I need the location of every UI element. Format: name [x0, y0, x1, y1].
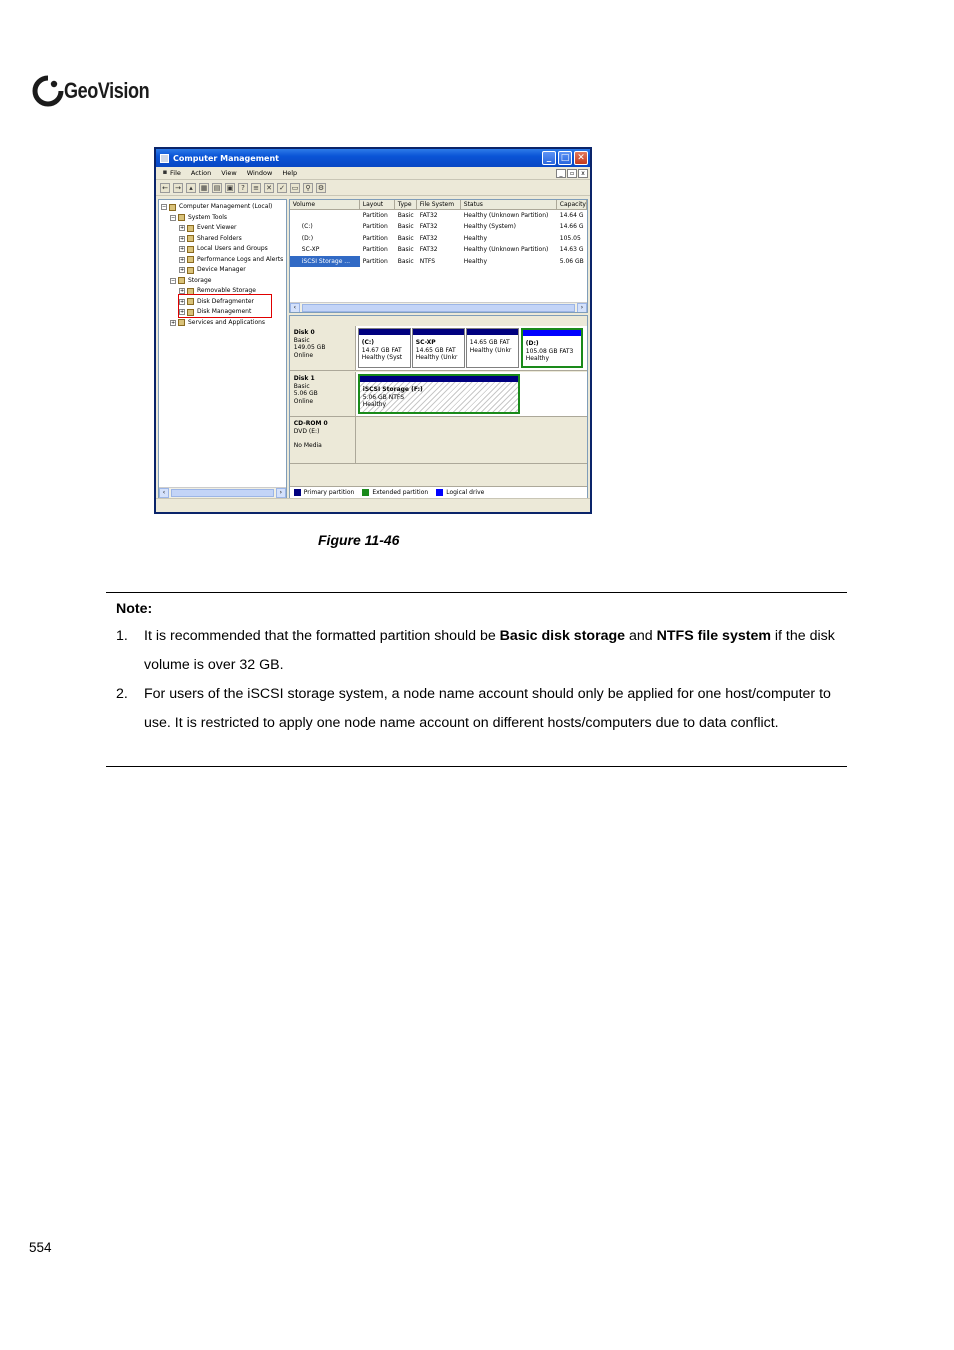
table-cell: Healthy (Unknown Partition): [463, 212, 549, 219]
table-cell: 14.64 G: [559, 212, 584, 219]
partition-color-bar: [359, 329, 410, 335]
table-cell: FAT32: [419, 212, 438, 219]
disk-name: Disk 0: [293, 329, 315, 336]
table-row[interactable]: [290, 221, 587, 232]
settings-icon[interactable]: ⚙: [317, 183, 325, 192]
volume-list: [289, 199, 588, 313]
note-box: [106, 592, 847, 767]
tree-item[interactable]: [161, 244, 284, 255]
window-titlebar: [156, 149, 590, 167]
table-cell: Healthy: [463, 257, 488, 265]
show-tree-icon[interactable]: ▦: [200, 183, 208, 192]
toolbar: [156, 180, 590, 196]
disk-management-highlight: [178, 294, 272, 318]
partition-health: Healthy (Syst: [361, 354, 403, 361]
table-cell: Partition: [362, 246, 388, 254]
col-layout[interactable]: Layout: [360, 200, 395, 209]
partition-block[interactable]: [412, 328, 465, 368]
table-cell: 14.66 G: [559, 223, 584, 231]
tree-item[interactable]: [161, 234, 284, 245]
expand-icon[interactable]: +: [180, 225, 185, 232]
tree-item[interactable]: [161, 276, 284, 287]
legend-label: Extended partition: [372, 489, 429, 496]
expand-icon[interactable]: +: [180, 309, 185, 316]
disk-label[interactable]: [290, 326, 356, 371]
partition-color-bar: [467, 329, 518, 335]
table-cell: Basic: [397, 223, 414, 231]
table-cell: Healthy: [463, 234, 488, 242]
child-restore-button[interactable]: ▫: [567, 169, 577, 178]
table-cell: 5.06 GB: [559, 257, 584, 265]
table-cell: Basic: [397, 234, 414, 242]
menu-view[interactable]: View: [221, 169, 237, 177]
legend-label: Logical drive: [446, 489, 485, 496]
table-cell: NTFS: [419, 257, 436, 265]
partition-size: 14.65 GB FAT: [469, 339, 510, 346]
note-item-text: [144, 680, 849, 738]
menu-file[interactable]: File: [170, 169, 181, 177]
expand-icon[interactable]: +: [180, 246, 185, 253]
col-status[interactable]: Status: [461, 200, 557, 209]
export-icon[interactable]: ▣: [226, 183, 234, 192]
logical-swatch: [436, 489, 443, 496]
back-icon[interactable]: ←: [160, 183, 170, 193]
partition-health: Healthy: [525, 355, 550, 362]
disk-row: [290, 372, 587, 417]
forward-icon[interactable]: →: [173, 183, 183, 193]
partition-name: (D:): [525, 340, 539, 347]
child-close-button[interactable]: x: [578, 169, 588, 178]
note-text: if the disk volume is over 32 GB.: [144, 628, 835, 673]
app-menu-icon[interactable]: ▪: [162, 168, 168, 176]
note-item-text: [144, 622, 849, 680]
status-bar: [156, 498, 590, 512]
note-text: It is recommended that the formatted partition should be: [144, 628, 500, 644]
expand-icon[interactable]: +: [180, 256, 185, 263]
partition-color-bar: [523, 330, 581, 336]
table-cell: Partition: [362, 212, 388, 219]
menu-window[interactable]: Window: [246, 169, 273, 177]
tree-item-label: System Tools: [188, 213, 228, 221]
tree-item[interactable]: [161, 318, 284, 329]
table-cell: FAT32: [419, 223, 438, 231]
tree-item-label: Disk Management: [197, 308, 252, 315]
note-item-number: 1.: [116, 628, 128, 644]
table-cell: (D:): [301, 234, 314, 242]
menu-action[interactable]: Action: [190, 169, 212, 177]
table-cell: Partition: [362, 234, 388, 242]
folder-icon: [169, 204, 176, 211]
partition-size: 14.65 GB FAT: [415, 346, 456, 354]
disk-name: Disk 1: [293, 375, 315, 382]
menu-bar: [156, 167, 590, 180]
table-row[interactable]: [290, 256, 587, 267]
note-item-number: 2.: [116, 686, 128, 702]
table-cell: Basic: [397, 246, 414, 254]
table-row[interactable]: [290, 244, 587, 255]
geovision-logo: [32, 73, 168, 109]
logo-mark-icon: [32, 75, 64, 107]
disk-type: Basic: [293, 382, 310, 390]
minimize-button[interactable]: _: [542, 151, 556, 165]
disk-legend: [290, 486, 587, 498]
partition-size: 5.06 GB NTFS: [362, 393, 405, 401]
folder-icon: [178, 319, 185, 326]
folder-icon: [187, 225, 194, 232]
console-tree: [158, 199, 287, 499]
scroll-right-icon[interactable]: ›: [577, 303, 587, 313]
folder-icon: [178, 277, 185, 284]
partition-health: Healthy: [362, 401, 387, 408]
partition-block[interactable]: [358, 374, 520, 414]
expand-icon[interactable]: +: [180, 267, 185, 274]
disk-row: [290, 326, 587, 371]
partition-color-bar: [360, 376, 518, 382]
tree-item[interactable]: [161, 202, 284, 213]
col-volume[interactable]: Volume: [290, 200, 360, 209]
close-button[interactable]: ✕: [574, 151, 588, 165]
disk-status: No Media: [293, 442, 322, 449]
partition-health: Healthy (Unkr: [415, 354, 458, 361]
scroll-left-icon[interactable]: ‹: [290, 303, 300, 313]
tree-item[interactable]: [161, 255, 284, 266]
disk-label[interactable]: [290, 417, 356, 464]
table-cell: FAT32: [419, 234, 438, 242]
partition-block[interactable]: [466, 328, 519, 368]
computer-icon: [160, 154, 169, 163]
delete-icon[interactable]: ✕: [264, 183, 274, 193]
logo-text: GeoVision: [64, 78, 150, 103]
note-text: and: [625, 628, 657, 644]
tree-item-label: Disk Defragmenter: [197, 297, 255, 305]
tree-item-label: Storage: [188, 276, 212, 284]
disk-label[interactable]: [290, 372, 356, 417]
legend-label: Primary partition: [303, 489, 355, 496]
partition-name: iSCSI Storage (F:): [362, 386, 423, 393]
search-icon[interactable]: ⚲: [303, 183, 313, 193]
folder-icon: [187, 235, 194, 242]
tree-item[interactable]: [161, 265, 284, 276]
disk-status: Online: [293, 397, 314, 405]
primary-swatch: [294, 489, 301, 496]
legend-primary: [294, 489, 355, 496]
table-cell: 105.05: [559, 234, 581, 242]
partition-size: 14.67 GB FAT: [361, 346, 402, 354]
note-text: For users of the iSCSI storage system, a node name account should only be applied for one host/computer to use. It is restricted to apply one node name account on different hosts/computers due to data conflict.: [144, 686, 831, 731]
disk-size: 5.06 GB: [293, 390, 318, 397]
col-capacity[interactable]: Capacity: [557, 200, 587, 209]
table-cell: Partition: [362, 257, 388, 265]
tree-hscrollbar[interactable]: [159, 487, 286, 498]
table-cell: iSCSI Storage ...: [290, 256, 360, 267]
table-cell: (C:): [301, 223, 313, 231]
figure-caption: Figure 11-46: [318, 532, 400, 548]
extended-swatch: [362, 489, 369, 496]
volume-list-header: [290, 200, 587, 210]
table-cell: SC-XP: [301, 246, 320, 254]
tree-item-label: Performance Logs and Alerts: [197, 255, 284, 263]
note-emphasis: NTFS file system: [656, 628, 771, 644]
up-folder-icon[interactable]: ▴: [186, 183, 196, 193]
volume-hscrollbar[interactable]: [290, 302, 587, 312]
window-title: Computer Management: [173, 153, 279, 163]
expand-icon[interactable]: +: [171, 319, 176, 326]
scroll-thumb[interactable]: [171, 489, 274, 497]
scroll-left-icon[interactable]: ‹: [159, 488, 169, 498]
partition-color-bar: [413, 329, 464, 335]
partition-block[interactable]: [358, 328, 411, 368]
legend-logical: [436, 489, 484, 496]
partition-name: SC-XP: [415, 339, 436, 346]
disk-name: CD-ROM 0: [293, 420, 328, 427]
tree-item-label: Device Manager: [197, 266, 246, 273]
scroll-right-icon[interactable]: ›: [276, 488, 286, 498]
table-cell: 14.63 G: [559, 246, 584, 254]
partition-size: 105.08 GB FAT3: [525, 347, 574, 355]
partition-block[interactable]: [521, 328, 583, 368]
tree-item-label: Local Users and Groups: [197, 245, 268, 252]
tree-item-label: Removable Storage: [197, 287, 256, 294]
table-cell: Basic: [397, 257, 414, 265]
table-cell: Partition: [362, 223, 388, 231]
folder-icon: [187, 246, 194, 253]
legend-extended: [362, 489, 428, 496]
help-icon[interactable]: ?: [238, 183, 248, 193]
list-icon[interactable]: ≡: [251, 183, 261, 193]
table-cell: Basic: [397, 212, 414, 219]
disk-type: DVD (E:): [293, 427, 320, 435]
folder-icon: [178, 214, 185, 221]
tree-item-label: Event Viewer: [197, 224, 237, 231]
table-cell: [290, 210, 360, 221]
tree-item[interactable]: [161, 223, 284, 234]
partition-name: (C:): [361, 339, 375, 346]
disk-row: [290, 417, 587, 464]
note-emphasis: Basic disk storage: [499, 628, 626, 644]
expand-icon[interactable]: +: [180, 298, 185, 305]
partition-strip: [356, 326, 587, 371]
disk-type: Basic: [293, 336, 310, 344]
maximize-button[interactable]: □: [558, 151, 572, 165]
partition-strip: [356, 372, 587, 417]
scroll-thumb[interactable]: [302, 304, 575, 312]
note-title: Note:: [116, 601, 153, 617]
child-minimize-button[interactable]: _: [556, 169, 566, 178]
tree-item-label: Services and Applications: [188, 318, 266, 326]
table-cell: FAT32: [419, 246, 438, 254]
table-cell: Healthy (System): [463, 223, 516, 231]
folder-icon: [187, 256, 194, 263]
partition-health: Healthy (Unkr: [469, 346, 512, 354]
expand-icon[interactable]: −: [171, 214, 176, 221]
disk-map: [289, 315, 588, 499]
expand-icon[interactable]: +: [180, 235, 185, 242]
col-file-system[interactable]: File System: [417, 200, 461, 209]
table-row[interactable]: [290, 210, 587, 221]
open-icon[interactable]: ▭: [291, 183, 299, 192]
disk-size: 149.05 GB: [293, 344, 326, 351]
folder-icon: [187, 267, 194, 274]
check-icon[interactable]: ✓: [277, 183, 287, 193]
menu-help[interactable]: Help: [282, 169, 298, 177]
col-type[interactable]: Type: [395, 200, 417, 209]
disk-status: Online: [293, 351, 314, 359]
computer-management-window: [154, 147, 592, 514]
expand-icon[interactable]: −: [162, 204, 167, 211]
table-row[interactable]: [290, 233, 587, 244]
page-number: 554: [29, 1240, 52, 1255]
tree-item-label: Computer Management (Local): [179, 203, 273, 210]
expand-icon[interactable]: +: [180, 288, 185, 295]
properties-icon[interactable]: ▤: [213, 183, 221, 192]
tree-item-label: Shared Folders: [197, 234, 242, 242]
tree-item[interactable]: [161, 213, 284, 224]
partition-strip: [356, 417, 587, 464]
table-cell: Healthy (Unknown Partition): [463, 246, 549, 254]
expand-icon[interactable]: −: [171, 277, 176, 284]
